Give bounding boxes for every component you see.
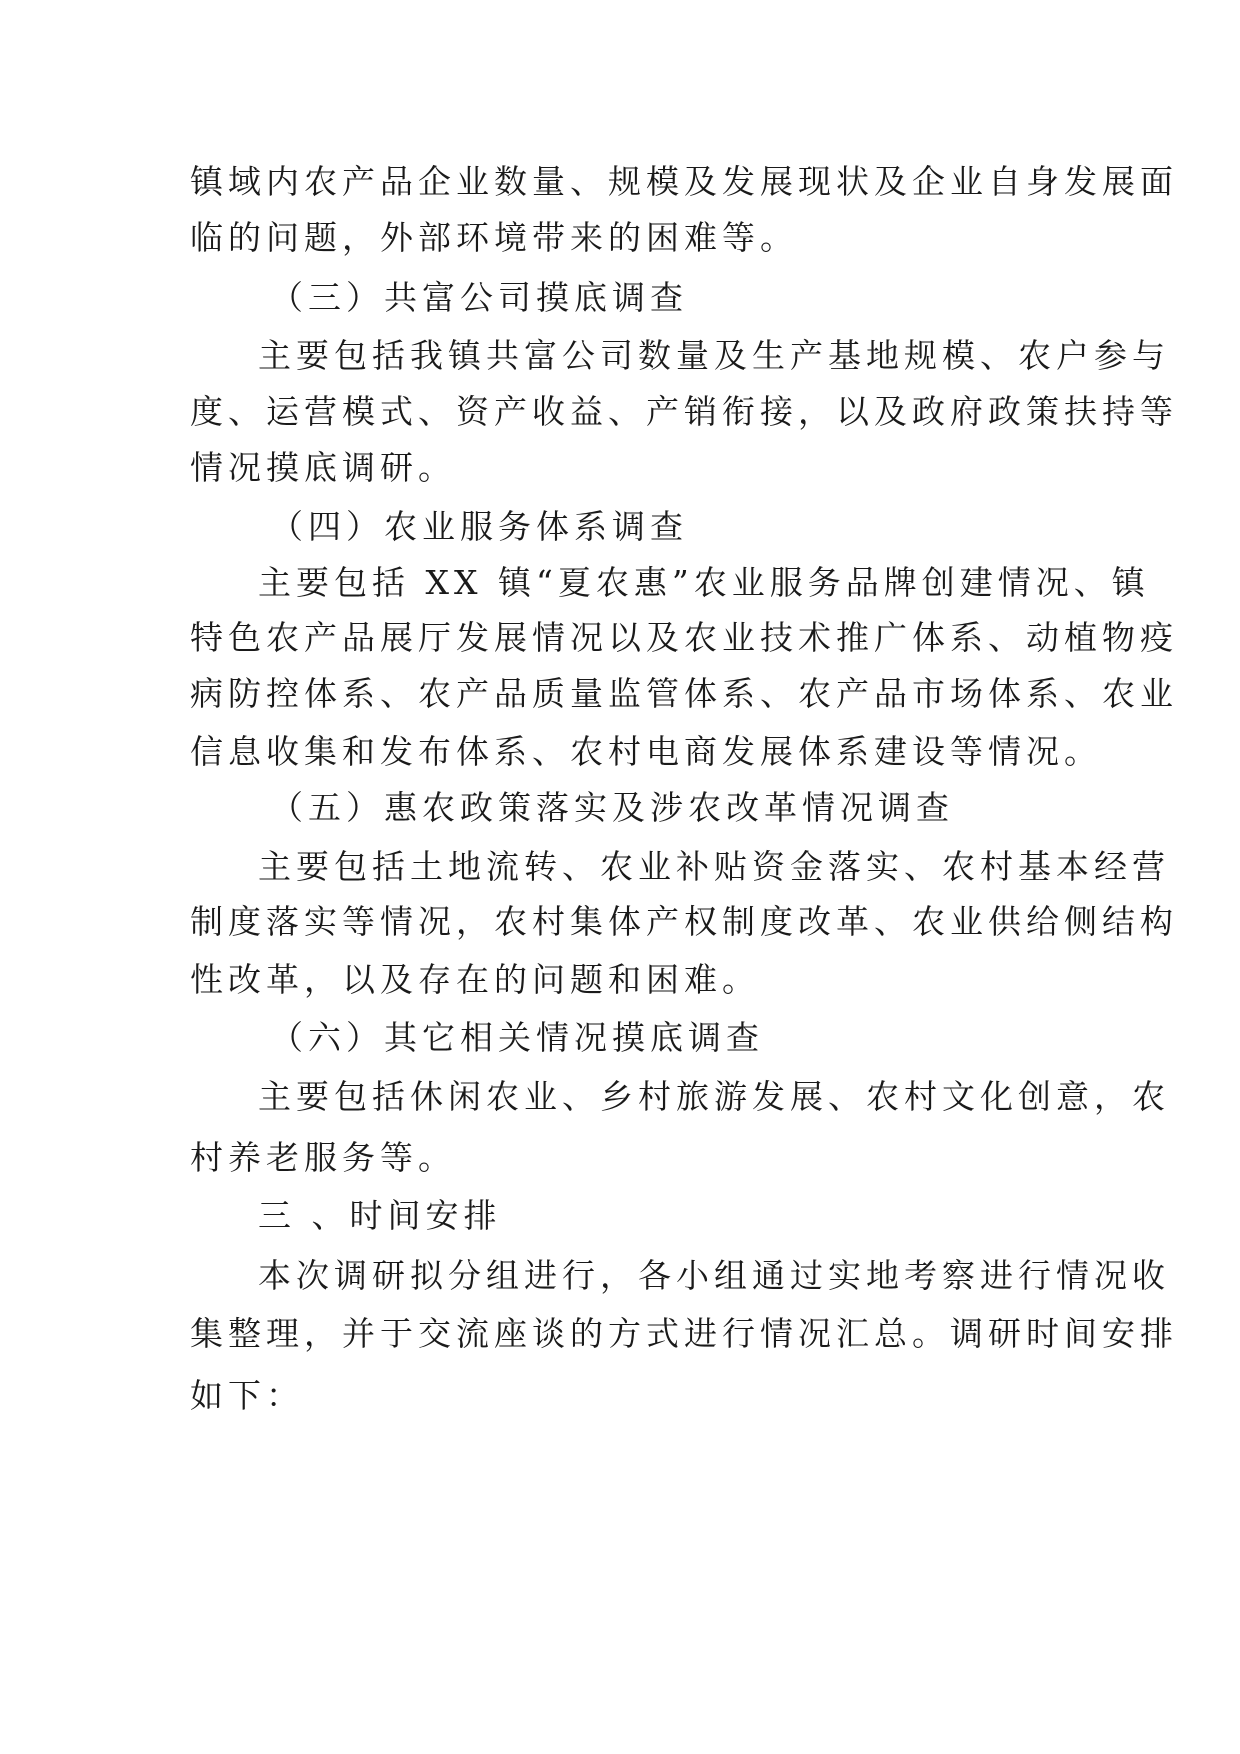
paragraph-line: 主要包括 XX 镇“夏农惠”农业服务品牌创建情况、镇 [258, 563, 1150, 602]
paragraph-line: 主要包括休闲农业、乡村旅游发展、农村文化创意，农 [258, 1077, 1170, 1116]
paragraph-line: 信息收集和发布体系、农村电商发展体系建设等情况。 [190, 732, 1102, 771]
paragraph-line: 如下： [190, 1376, 304, 1415]
section-heading: （五）惠农政策落实及涉农改革情况调查 [270, 788, 954, 827]
section-heading: （四）农业服务体系调查 [270, 507, 688, 546]
paragraph-line: 病防控体系、农产品质量监管体系、农产品市场体系、农业 [190, 674, 1178, 713]
paragraph-line: 临的问题，外部环境带来的困难等。 [190, 218, 798, 257]
section-heading: （六）其它相关情况摸底调查 [270, 1018, 764, 1057]
paragraph-line: 度、运营模式、资产收益、产销衔接，以及政府政策扶持等 [190, 392, 1178, 431]
paragraph-line: 性改革，以及存在的问题和困难。 [190, 960, 760, 999]
paragraph-line: 制度落实等情况，农村集体产权制度改革、农业供给侧结构 [190, 902, 1178, 941]
paragraph-line: 本次调研拟分组进行，各小组通过实地考察进行情况收 [258, 1256, 1170, 1295]
paragraph-line: 集整理，并于交流座谈的方式进行情况汇总。调研时间安排 [190, 1314, 1178, 1353]
paragraph-line: 镇域内农产品企业数量、规模及发展现状及企业自身发展面 [190, 162, 1178, 201]
section-heading: （三）共富公司摸底调查 [270, 278, 688, 317]
section-heading: 三 、时间安排 [258, 1196, 502, 1235]
paragraph-line: 主要包括土地流转、农业补贴资金落实、农村基本经营 [258, 847, 1170, 886]
paragraph-line: 情况摸底调研。 [190, 448, 456, 487]
paragraph-line: 主要包括我镇共富公司数量及生产基地规模、农户参与 [258, 336, 1170, 375]
paragraph-line: 村养老服务等。 [190, 1138, 456, 1177]
paragraph-line: 特色农产品展厅发展情况以及农业技术推广体系、动植物疫 [190, 618, 1178, 657]
